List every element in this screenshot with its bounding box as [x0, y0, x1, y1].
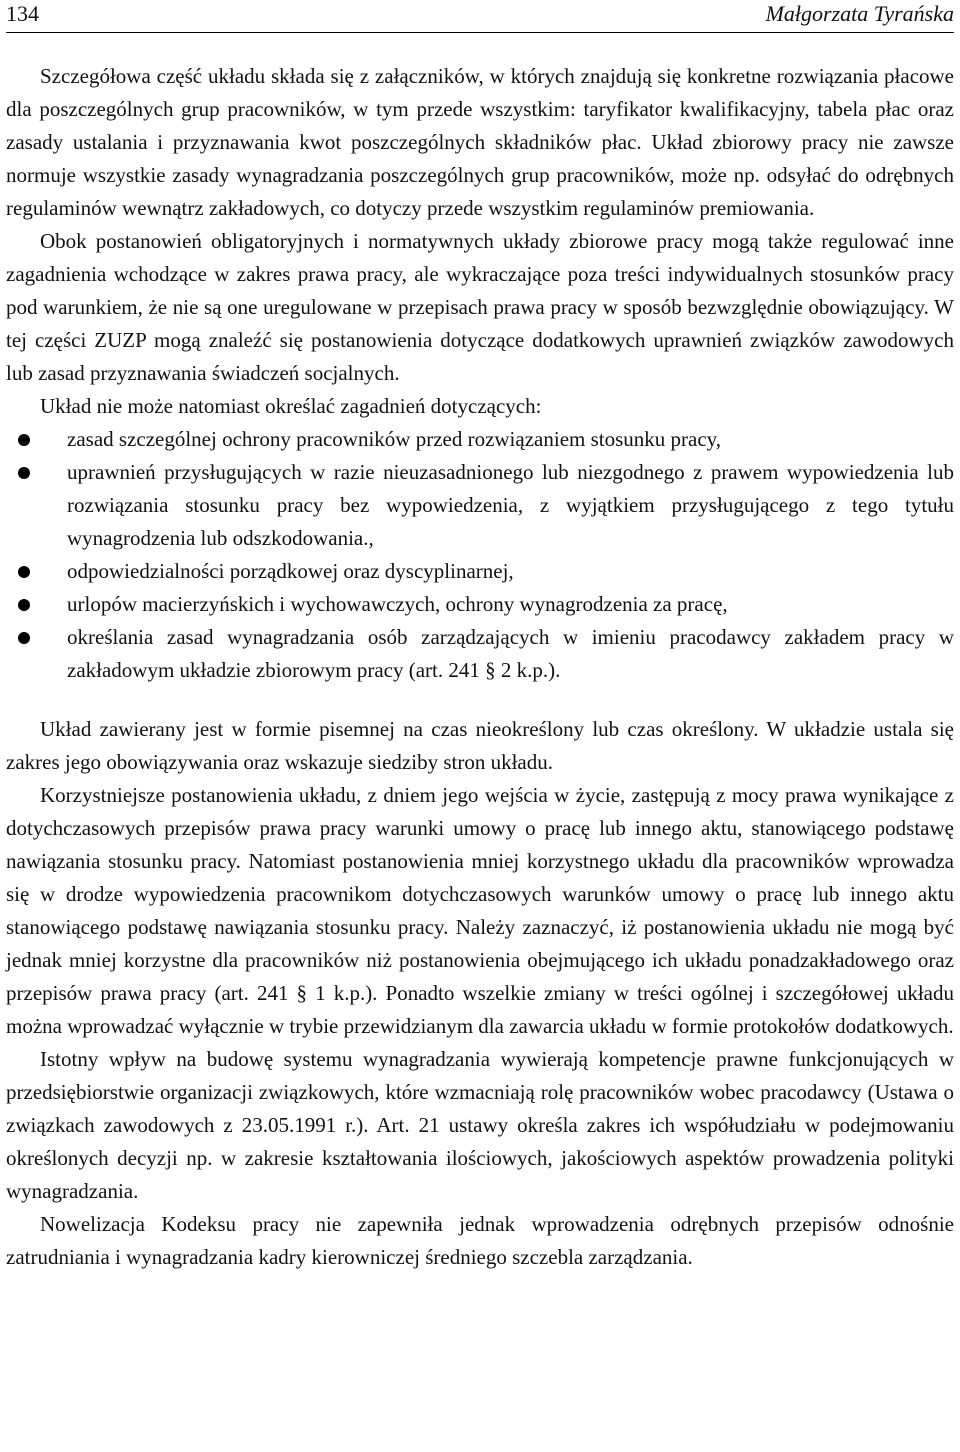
page-header [6, 0, 954, 33]
list-item [6, 423, 954, 456]
list-item [6, 456, 954, 555]
paragraph: Układ nie może natomiast określać zagadnień dotyczących: [40, 394, 542, 418]
page-number: 134 [6, 1, 39, 26]
paragraph: Obok postanowień obligatoryjnych i normatywnych układy zbiorowe pracy mogą także regulować inne zagadnienia wchodzące w zakres prawa pracy, ale wykraczające poza treści indywidualnych stosunków pracy pod warunkiem, że nie są one uregulowane w przepisach prawa pracy w sposób bezwzględnie obowiązujący. W tej części ZUZP mogą znaleźć się postanowienia dotyczące dodatkowych uprawnień związków zawodowych lub zasad przyznawania świadczeń socjalnych. [6, 229, 954, 385]
list-item-text: odpowiedzialności porządkowej oraz dyscyplinarnej, [67, 559, 514, 583]
list-item-text: zasad szczególnej ochrony pracowników przed rozwiązaniem stosunku pracy, [67, 427, 722, 451]
paragraph: Nowelizacja Kodeksu pracy nie zapewniła jednak wprowadzenia odrębnych przepisów odnośnie zatrudniania i wynagradzania kadry kierowniczej średniego szczebla zarządzania. [6, 1212, 954, 1269]
paragraph: Szczegółowa część układu składa się z załączników, w których znajdują się konkretne rozwiązania płacowe dla poszczególnych grup pracowników, w tym przede wszystkim: taryfikator kwalifikacyjny, tabela płac oraz zasady ustalania i przyznawania kwot poszczególnych składników płac. Układ zbiorowy pracy nie zawsze normuje wszystkie zasady wynagradzania poszczególnych grup pracowników, może np. odsyłać do odrębnych regulaminów wewnątrz zakładowych, co dotyczy przede wszystkim regulaminów premiowania. [6, 64, 954, 220]
bullet-icon [18, 566, 30, 578]
list-item [6, 555, 954, 588]
list-item [6, 588, 954, 621]
list-item-text: uprawnień przysługujących w razie nieuzasadnionego lub niezgodnego z prawem wypowiedzenia lub rozwiązania stosunku pracy bez wypowiedzenia, z wyjątkiem przysługującego z tego tytułu wynagrodzenia lub odszkodowania., [67, 460, 954, 550]
page-body [6, 60, 954, 1274]
list-item [6, 621, 954, 687]
bullet-list [6, 423, 954, 687]
bullet-icon [18, 632, 30, 644]
bullet-icon [18, 434, 30, 446]
running-head-author: Małgorzata Tyrańska [765, 1, 954, 26]
list-item-text: określania zasad wynagradzania osób zarządzających w imieniu pracodawcy zakładem pracy w zakładowym układzie zbiorowym pracy (art. 241 § 2 k.p.). [67, 625, 954, 682]
list-item-text: urlopów macierzyńskich i wychowawczych, ochrony wynagrodzenia za pracę, [67, 592, 728, 616]
paragraph: Istotny wpływ na budowę systemu wynagradzania wywierają kompetencje prawne funkcjonujących w przedsiębiorstwie organizacji związkowych, które wzmacniają rolę pracowników wobec pracodawcy (Ustawa o związkach zawodowych z 23.05.1991 r.). Art. 21 ustawy określa zakres ich współudziału w podejmowaniu określonych decyzji np. w zakresie kształtowania ilościowych, jakościowych aspektów prowadzenia polityki wynagradzania. [6, 1047, 954, 1203]
paragraph: Układ zawierany jest w formie pisemnej na czas nieokreślony lub czas określony. W układzie ustala się zakres jego obowiązywania oraz wskazuje siedziby stron układu. [6, 717, 954, 774]
paragraph: Korzystniejsze postanowienia układu, z dniem jego wejścia w życie, zastępują z mocy prawa wynikające z dotychczasowych przepisów prawa pracy warunki umowy o pracę lub innego aktu, stanowiącego podstawę nawiązania stosunku pracy. Natomiast postanowienia mniej korzystnego układu dla pracowników wprowadza się w drodze wypowiedzenia pracownikom dotychczasowych warunków umowy o pracę lub innego aktu stanowiącego podstawę nawiązania stosunku pracy. Należy zaznaczyć, iż postanowienia układu nie mogą być jednak mniej korzystne dla pracowników niż postanowienia obejmującego ich układu ponadzakładowego oraz przepisów prawa pracy (art. 241 § 1 k.p.). Ponadto wszelkie zmiany w treści ogólnej i szczegółowej układu można wprowadzać wyłącznie w trybie przewidzianym dla zawarcia układu w formie protokołów dodatkowych. [6, 783, 954, 1038]
bullet-icon [18, 599, 30, 611]
bullet-icon [18, 467, 30, 479]
